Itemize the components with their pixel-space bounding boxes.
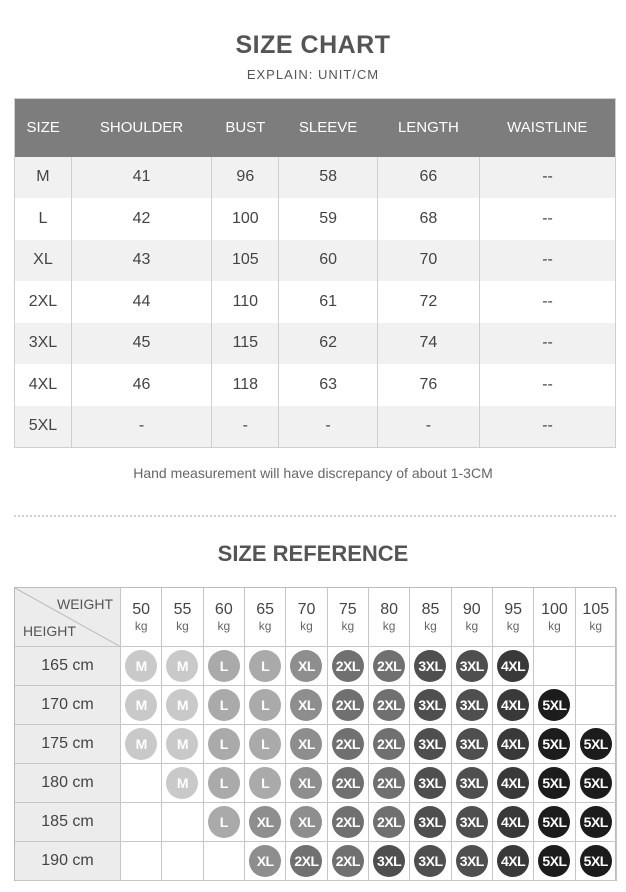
header-bust: BUST: [212, 99, 279, 157]
cell-sleeve: -: [279, 406, 377, 448]
weight-header: [245, 588, 286, 647]
weight-header: [452, 588, 493, 647]
reference-cell: [121, 725, 162, 764]
reference-cell: [204, 764, 245, 803]
reference-cell: [245, 764, 286, 803]
size-chart-subtitle: EXPLAIN: UNIT/CM: [246, 67, 380, 82]
weight-value: 80: [380, 601, 399, 618]
reference-cell: [162, 725, 203, 764]
reference-cell: [245, 686, 286, 725]
size-badge: 2XL: [373, 806, 405, 838]
reference-cell: [328, 764, 369, 803]
reference-cell: [121, 686, 162, 725]
reference-cell: [410, 647, 451, 686]
weight-header: [576, 588, 617, 647]
weight-unit: kg: [341, 619, 355, 633]
reference-cell: [162, 764, 203, 803]
reference-cell: [328, 803, 369, 842]
table-row: [15, 157, 616, 199]
reference-cell: [286, 686, 327, 725]
cell-waistline: --: [480, 240, 616, 282]
reference-cell: [245, 803, 286, 842]
size-badge: 5XL: [538, 728, 570, 760]
header-waistline: WAISTLINE: [480, 99, 616, 157]
cell-bust: 105: [212, 240, 279, 282]
reference-cell: [286, 803, 327, 842]
cell-sleeve: 60: [279, 240, 377, 282]
cell-size: XL: [15, 240, 72, 282]
size-badge: 3XL: [456, 845, 488, 877]
reference-cell: [534, 686, 575, 725]
weight-header: [286, 588, 327, 647]
size-badge: XL: [290, 728, 322, 760]
reference-cell: [245, 842, 286, 881]
size-badge: 3XL: [373, 845, 405, 877]
reference-cell: [245, 647, 286, 686]
size-badge: L: [249, 650, 281, 682]
cell-size: 3XL: [15, 323, 72, 365]
cell-shoulder: 45: [71, 323, 211, 365]
cell-waistline: --: [480, 323, 616, 365]
corner-weight-label: WEIGHT: [57, 596, 113, 612]
weight-unit: kg: [424, 619, 437, 633]
height-label: 165 cm: [15, 647, 121, 686]
reference-cell: [493, 686, 534, 725]
cell-shoulder: 43: [71, 240, 211, 282]
cell-length: 68: [377, 198, 479, 240]
reference-cell: [493, 764, 534, 803]
size-badge: 4XL: [497, 650, 529, 682]
cell-waistline: --: [480, 198, 616, 240]
weight-unit: kg: [217, 619, 231, 633]
cell-shoulder: 44: [71, 281, 211, 323]
reference-cell: [410, 803, 451, 842]
cell-waistline: --: [480, 406, 616, 448]
reference-cell: [576, 842, 617, 881]
reference-cell: [452, 803, 493, 842]
reference-cell: [534, 647, 575, 686]
size-badge: 3XL: [456, 767, 488, 799]
size-badge: 5XL: [538, 845, 570, 877]
table-row: [15, 281, 616, 323]
reference-cell: [369, 764, 410, 803]
weight-header: [369, 588, 410, 647]
reference-cell: [204, 842, 245, 881]
header-sleeve: SLEEVE: [279, 99, 377, 157]
size-badge: 2XL: [373, 728, 405, 760]
reference-cell: [162, 647, 203, 686]
cell-length: 74: [377, 323, 479, 365]
size-badge: L: [208, 689, 240, 721]
size-badge: XL: [249, 845, 281, 877]
size-badge: 3XL: [456, 650, 488, 682]
reference-cell: [410, 764, 451, 803]
weight-unit: kg: [548, 619, 561, 633]
cell-shoulder: 41: [71, 157, 211, 199]
reference-cell: [328, 686, 369, 725]
reference-cell: [534, 764, 575, 803]
size-badge: 2XL: [332, 806, 364, 838]
reference-cell: [452, 764, 493, 803]
weight-value: 60: [214, 601, 233, 618]
reference-cell: [204, 803, 245, 842]
reference-cell: [286, 842, 327, 881]
size-badge: 2XL: [373, 650, 405, 682]
size-badge: L: [208, 806, 240, 838]
size-badge: 5XL: [538, 689, 570, 721]
cell-sleeve: 58: [279, 157, 377, 199]
size-badge: 3XL: [414, 728, 446, 760]
size-badge: 3XL: [414, 806, 446, 838]
reference-cell: [493, 725, 534, 764]
size-badge: XL: [249, 806, 281, 838]
weight-header: [204, 588, 245, 647]
reference-cell: [576, 686, 617, 725]
table-row: [15, 406, 616, 448]
size-badge: 2XL: [373, 689, 405, 721]
header-length: LENGTH: [377, 99, 479, 157]
section-divider: [14, 515, 616, 517]
size-badge: M: [125, 689, 157, 721]
weight-value: 90: [462, 601, 481, 618]
size-badge: M: [166, 728, 198, 760]
weight-unit: kg: [300, 619, 313, 633]
size-badge: 5XL: [580, 728, 612, 760]
size-badge: L: [208, 767, 240, 799]
weight-value: 105: [582, 601, 610, 618]
size-badge: XL: [290, 806, 322, 838]
weight-header: [493, 588, 534, 647]
weight-unit: kg: [589, 619, 603, 633]
size-badge: 3XL: [414, 845, 446, 877]
size-badge: 4XL: [497, 728, 529, 760]
size-badge: 2XL: [332, 650, 364, 682]
size-badge: L: [249, 728, 281, 760]
reference-cell: [576, 764, 617, 803]
size-badge: L: [249, 767, 281, 799]
reference-cell: [204, 647, 245, 686]
size-badge: M: [125, 650, 157, 682]
cell-sleeve: 62: [279, 323, 377, 365]
cell-bust: 100: [212, 198, 279, 240]
size-badge: 2XL: [332, 689, 364, 721]
reference-cell: [245, 725, 286, 764]
size-badge: 5XL: [538, 806, 570, 838]
size-chart-table: [14, 98, 616, 448]
height-label: 185 cm: [15, 803, 121, 842]
reference-cell: [328, 725, 369, 764]
size-badge: 5XL: [538, 767, 570, 799]
cell-sleeve: 63: [279, 364, 377, 406]
size-badge: M: [166, 650, 198, 682]
reference-cell: [369, 803, 410, 842]
cell-waistline: --: [480, 364, 616, 406]
reference-cell: [162, 842, 203, 881]
weight-value: 50: [132, 601, 151, 618]
size-badge: M: [166, 767, 198, 799]
size-badge: 2XL: [332, 728, 364, 760]
size-badge: 3XL: [456, 806, 488, 838]
reference-cell: [286, 647, 327, 686]
weight-header: [534, 588, 575, 647]
header-shoulder: SHOULDER: [71, 99, 211, 157]
header-size: SIZE: [15, 99, 72, 157]
cell-size: 5XL: [15, 406, 72, 448]
table-row: [15, 240, 616, 282]
size-badge: XL: [290, 767, 322, 799]
weight-value: 100: [541, 601, 568, 618]
size-badge: 4XL: [497, 806, 529, 838]
size-badge: 3XL: [456, 728, 488, 760]
size-badge: 2XL: [290, 845, 322, 877]
weight-unit: kg: [382, 619, 396, 633]
cell-size: 4XL: [15, 364, 72, 406]
weight-value: 55: [173, 601, 192, 618]
size-badge: 3XL: [456, 689, 488, 721]
size-badge: 4XL: [497, 689, 529, 721]
reference-cell: [162, 686, 203, 725]
reference-cell: [286, 764, 327, 803]
reference-cell: [534, 803, 575, 842]
cell-length: -: [377, 406, 479, 448]
height-label: 175 cm: [15, 725, 121, 764]
cell-bust: 115: [212, 323, 279, 365]
cell-bust: 96: [212, 157, 279, 199]
reference-cell: [452, 725, 493, 764]
reference-cell: [410, 725, 451, 764]
table-row: [15, 323, 616, 365]
reference-cell: [410, 842, 451, 881]
reference-cell: [121, 764, 162, 803]
reference-cell: [286, 725, 327, 764]
reference-cell: [204, 725, 245, 764]
size-badge: 5XL: [580, 767, 612, 799]
reference-cell: [121, 647, 162, 686]
size-badge: 2XL: [332, 767, 364, 799]
reference-cell: [121, 842, 162, 881]
reference-cell: [534, 842, 575, 881]
table-row: [15, 364, 616, 406]
reference-cell: [162, 803, 203, 842]
weight-unit: kg: [258, 619, 272, 633]
reference-cell: [452, 686, 493, 725]
size-badge: L: [208, 650, 240, 682]
reference-cell: [121, 803, 162, 842]
reference-cell: [493, 803, 534, 842]
weight-value: 75: [338, 601, 357, 618]
size-badge: M: [125, 728, 157, 760]
size-chart-title: SIZE CHART: [235, 31, 391, 59]
size-badge: XL: [290, 650, 322, 682]
size-badge: 3XL: [414, 689, 446, 721]
reference-cell: [369, 647, 410, 686]
cell-bust: 110: [212, 281, 279, 323]
size-badge: 3XL: [414, 767, 446, 799]
reference-cell: [452, 647, 493, 686]
reference-cell: [369, 842, 410, 881]
cell-shoulder: 46: [71, 364, 211, 406]
size-badge: M: [166, 689, 198, 721]
reference-cell: [576, 647, 617, 686]
weight-unit: kg: [176, 619, 189, 633]
reference-cell: [369, 725, 410, 764]
reference-cell: [452, 842, 493, 881]
cell-waistline: --: [480, 157, 616, 199]
weight-unit: kg: [465, 619, 479, 633]
cell-bust: -: [212, 406, 279, 448]
corner-height-label: HEIGHT: [23, 623, 76, 639]
height-label: 180 cm: [15, 764, 121, 803]
reference-cell: [493, 647, 534, 686]
reference-cell: [534, 725, 575, 764]
cell-length: 72: [377, 281, 479, 323]
cell-size: 2XL: [15, 281, 72, 323]
reference-cell: [328, 842, 369, 881]
reference-cell: [369, 686, 410, 725]
height-label: 190 cm: [15, 842, 121, 881]
measurement-note: Hand measurement will have discrepancy of about 1-3CM: [133, 465, 493, 481]
size-badge: XL: [290, 689, 322, 721]
reference-cell: [576, 803, 617, 842]
reference-cell: [576, 725, 617, 764]
weight-value: 65: [256, 601, 275, 618]
weight-header: [328, 588, 369, 647]
table-row: [15, 198, 616, 240]
cell-shoulder: 42: [71, 198, 211, 240]
weight-header: [410, 588, 451, 647]
size-badge: 3XL: [414, 650, 446, 682]
weight-value: 85: [421, 601, 440, 618]
weight-unit: kg: [506, 619, 520, 633]
size-badge: 4XL: [497, 845, 529, 877]
cell-sleeve: 59: [279, 198, 377, 240]
reference-cell: [410, 686, 451, 725]
reference-cell: [204, 686, 245, 725]
cell-sleeve: 61: [279, 281, 377, 323]
weight-unit: kg: [134, 619, 148, 633]
size-reference-title: SIZE REFERENCE: [217, 541, 409, 566]
weight-header: [162, 588, 203, 647]
cell-waistline: --: [480, 281, 616, 323]
weight-value: 70: [297, 601, 316, 618]
size-badge: 5XL: [580, 845, 612, 877]
cell-size: L: [15, 198, 72, 240]
cell-size: M: [15, 157, 72, 199]
corner-cell: [15, 588, 121, 647]
size-badge: 4XL: [497, 767, 529, 799]
size-badge: 2XL: [373, 767, 405, 799]
cell-length: 66: [377, 157, 479, 199]
size-chart-header-row: [15, 99, 616, 157]
size-badge: L: [208, 728, 240, 760]
size-reference-grid: [14, 587, 616, 881]
size-badge: 5XL: [580, 806, 612, 838]
height-label: 170 cm: [15, 686, 121, 725]
weight-value: 95: [504, 601, 523, 618]
reference-cell: [493, 842, 534, 881]
weight-header: [121, 588, 162, 647]
cell-bust: 118: [212, 364, 279, 406]
cell-length: 70: [377, 240, 479, 282]
size-badge: 2XL: [332, 845, 364, 877]
reference-cell: [328, 647, 369, 686]
size-badge: L: [249, 689, 281, 721]
cell-length: 76: [377, 364, 479, 406]
cell-shoulder: -: [71, 406, 211, 448]
